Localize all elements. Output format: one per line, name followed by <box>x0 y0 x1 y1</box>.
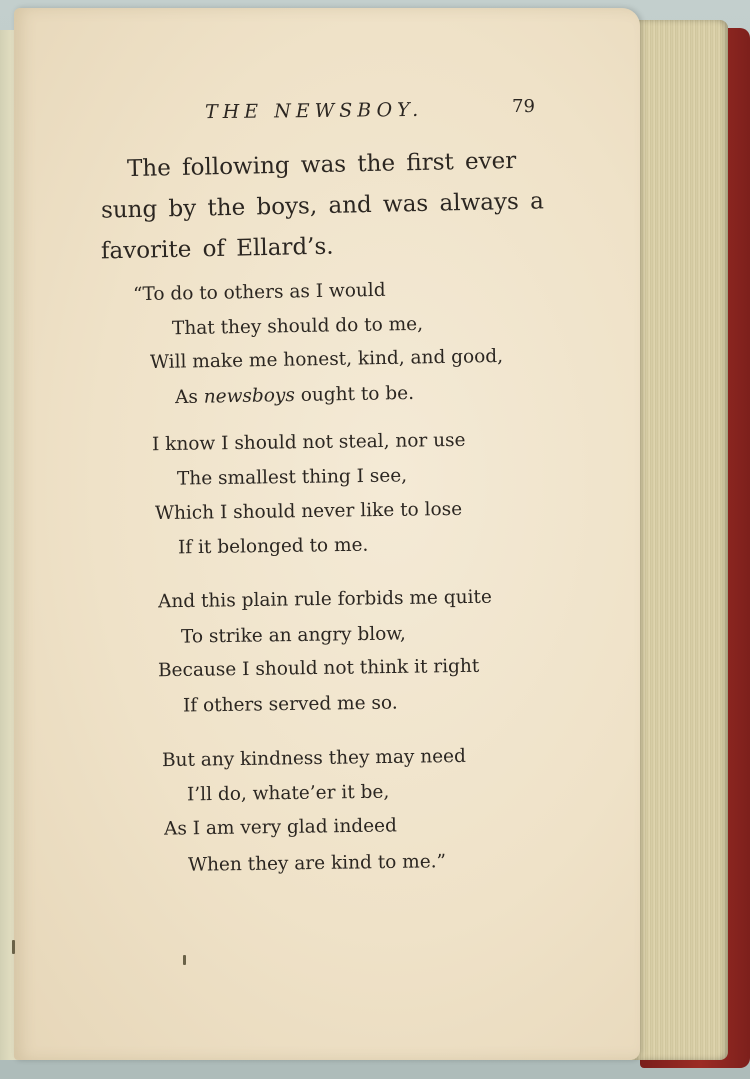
poem-line-prefix: As newsboys ought to be. <box>174 382 415 409</box>
poem-line: But any kindness they may need <box>161 745 467 772</box>
poem-line: I’ll do, whate’er it be, <box>186 781 390 806</box>
running-head: THE NEWSBOY. <box>204 98 424 124</box>
poem-line: Will make me honest, kind, and good, <box>149 345 504 374</box>
ink-speck <box>183 955 186 965</box>
intro-line: sung by the boys, and was always a <box>100 188 545 224</box>
page-number: 79 <box>512 96 535 117</box>
poem-line: The smallest thing I see, <box>176 465 408 490</box>
poem-line: As I am very glad indeed <box>163 815 398 840</box>
page-edges <box>626 20 728 1060</box>
poem-line: And this plain rule forbids me quite <box>157 586 493 613</box>
intro-line: The following was the first ever <box>126 147 517 183</box>
poem-line: To strike an angry blow, <box>180 623 406 648</box>
intro-line: favorite of Ellard’s. <box>100 233 334 265</box>
emphasized-word: newsboys <box>203 384 296 408</box>
poem-line: If others served me so. <box>182 692 398 717</box>
poem-line: Because I should not think it right <box>157 655 480 682</box>
ink-speck <box>12 940 15 954</box>
poem-line: Which I should never like to lose <box>154 498 463 525</box>
poem-line: That they should do to me, <box>171 313 424 340</box>
poem-line: I know I should not steal, nor use <box>151 429 466 456</box>
poem-line: If it belonged to me. <box>177 534 369 559</box>
poem-line: When they are kind to me.” <box>187 851 447 876</box>
poem-line <box>175 383 414 408</box>
poem-line: “To do to others as I would <box>132 279 386 306</box>
